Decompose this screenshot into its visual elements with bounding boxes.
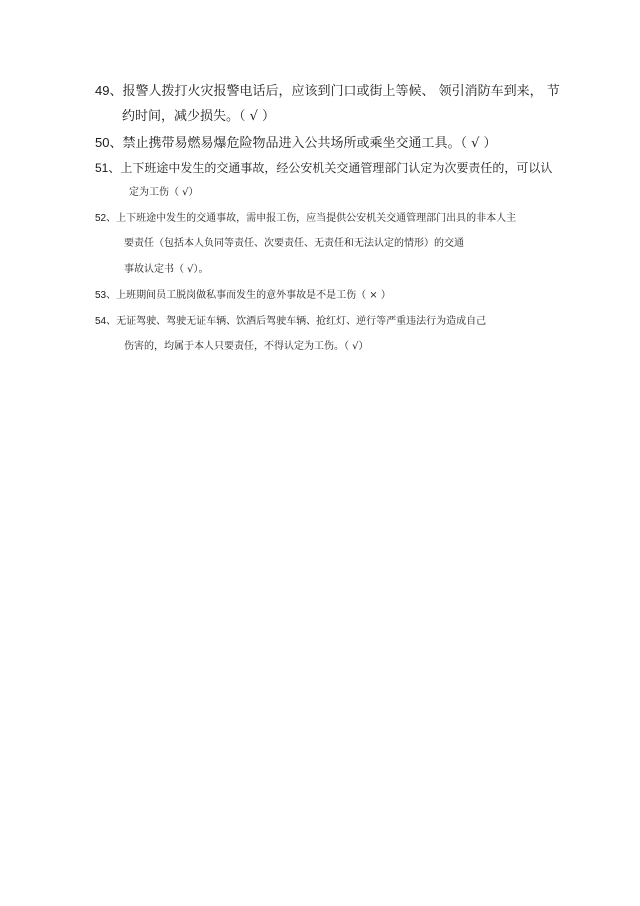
- item-49-line-1: [95, 84, 560, 98]
- item-54-line-1: [95, 317, 486, 327]
- item-51-number: 51、: [95, 161, 121, 175]
- item-49-line-2: [122, 110, 275, 123]
- item-53-number: 53、: [95, 290, 117, 301]
- item-51-text-1: 上下班途中发生的交通事故，经公安机关交通管理部门认定为次要责任的，可以认: [120, 161, 553, 175]
- item-50-text-1: 禁止携带易燃易爆危险物品进入公共场所或乘坐交通工具。（ √ ）: [122, 136, 497, 151]
- item-54-line-2: [124, 342, 369, 352]
- item-52-number: 52、: [95, 213, 117, 224]
- item-52-text-1: 上下班途中发生的交通事故，需申报工伤，应当提供公安机关交通管理部门出具的非本人主: [116, 213, 517, 224]
- item-52-line-3: [124, 265, 209, 275]
- item-52-text-3: 事故认定书（ √）。: [124, 264, 209, 275]
- item-52-line-2: [124, 239, 464, 249]
- item-49-text-1: 报警人拨打火灾报警电话后，应该到门口或街上等候、 领引消防车到来， 节: [122, 84, 560, 99]
- item-51-line-2: [129, 188, 199, 198]
- item-54-number: 54、: [95, 316, 117, 327]
- item-51-line-1: [95, 162, 552, 174]
- item-53-text-1: 上班期间员工脱岗做私事而发生的意外事故是不是工伤（ × ）: [116, 290, 391, 301]
- item-51-text-2: 定为工伤（ √）: [129, 187, 199, 198]
- item-53-line-1: [95, 291, 391, 301]
- item-54-text-1: 无证驾驶、驾驶无证车辆、饮酒后驾驶车辆、抢红灯、逆行等严重违法行为造成自己: [116, 316, 487, 327]
- item-52-text-2: 要责任（包括本人负同等责任、次要责任、无责任和无法认定的情形）的交通: [124, 238, 464, 249]
- item-54-text-2: 伤害的，均属于本人只要责任，不得认定为工伤。（ √）: [124, 341, 369, 352]
- item-49-number: 49、: [95, 83, 123, 98]
- item-49-text-2: 约时间，减少损失。（ √ ）: [122, 109, 276, 124]
- item-50-line-1: [95, 136, 497, 150]
- item-52-line-1: [95, 214, 516, 224]
- item-50-number: 50、: [95, 135, 123, 150]
